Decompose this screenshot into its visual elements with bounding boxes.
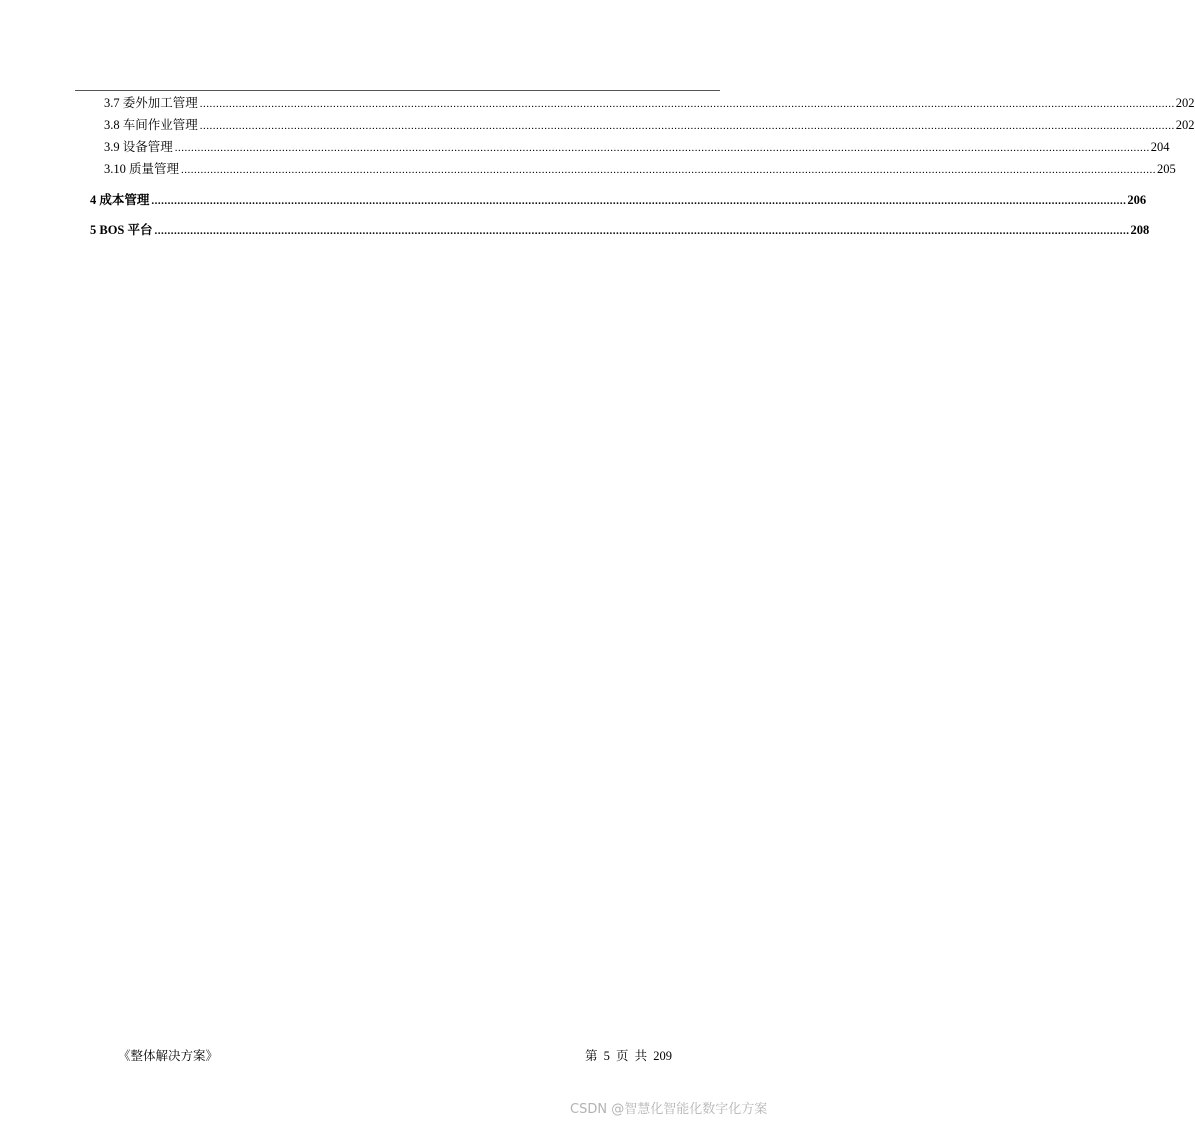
toc-entry-label: 3.7 委外加工管理: [104, 96, 198, 110]
toc-dot-leader: ............................................................................................................................................................................................................................................................................................................: [199, 98, 1175, 110]
toc-entry-label: 4 成本管理: [90, 193, 150, 207]
toc-dot-leader: ............................................................................................................................................................................................................................................................................................................: [154, 225, 1130, 237]
toc-entry-3-7[interactable]: [104, 95, 1195, 112]
toc-entry-page: 208: [1130, 223, 1150, 237]
toc-entry-page: 205: [1157, 162, 1176, 176]
toc-entry-4[interactable]: [90, 192, 1147, 209]
toc-entry-3-8[interactable]: [104, 117, 1195, 134]
toc-entry-5[interactable]: [90, 222, 1150, 239]
toc-entry-page: 202: [1175, 118, 1195, 132]
toc-dot-leader: ............................................................................................................................................................................................................................................................................................................: [199, 120, 1175, 132]
toc-dot-leader: ............................................................................................................................................................................................................................................................................................................: [181, 164, 1157, 176]
toc-entry-label: 3.8 车间作业管理: [104, 118, 198, 132]
toc-entry-3-9[interactable]: [104, 139, 1170, 156]
toc-entry-page: 204: [1150, 140, 1170, 154]
footer-document-title: 《整体解决方案》: [118, 1049, 219, 1063]
header-rule: [75, 90, 720, 91]
toc-entry-page: 206: [1127, 193, 1147, 207]
toc-dot-leader: ............................................................................................................................................................................................................................................................................................................: [174, 142, 1150, 154]
toc-entry-label: 3.10 质量管理: [104, 162, 180, 176]
toc-entry-label: 3.9 设备管理: [104, 140, 173, 154]
watermark: CSDN @智慧化智能化数字化方案: [570, 1102, 768, 1117]
toc-entry-page: 202: [1175, 96, 1195, 110]
toc-entry-label: 5 BOS 平台: [90, 223, 153, 237]
footer-page-number: 第 5 页 共 209: [585, 1049, 673, 1063]
toc-dot-leader: ............................................................................................................................................................................................................................................................................................................: [151, 195, 1127, 207]
toc-entry-3-10[interactable]: [104, 161, 1176, 178]
